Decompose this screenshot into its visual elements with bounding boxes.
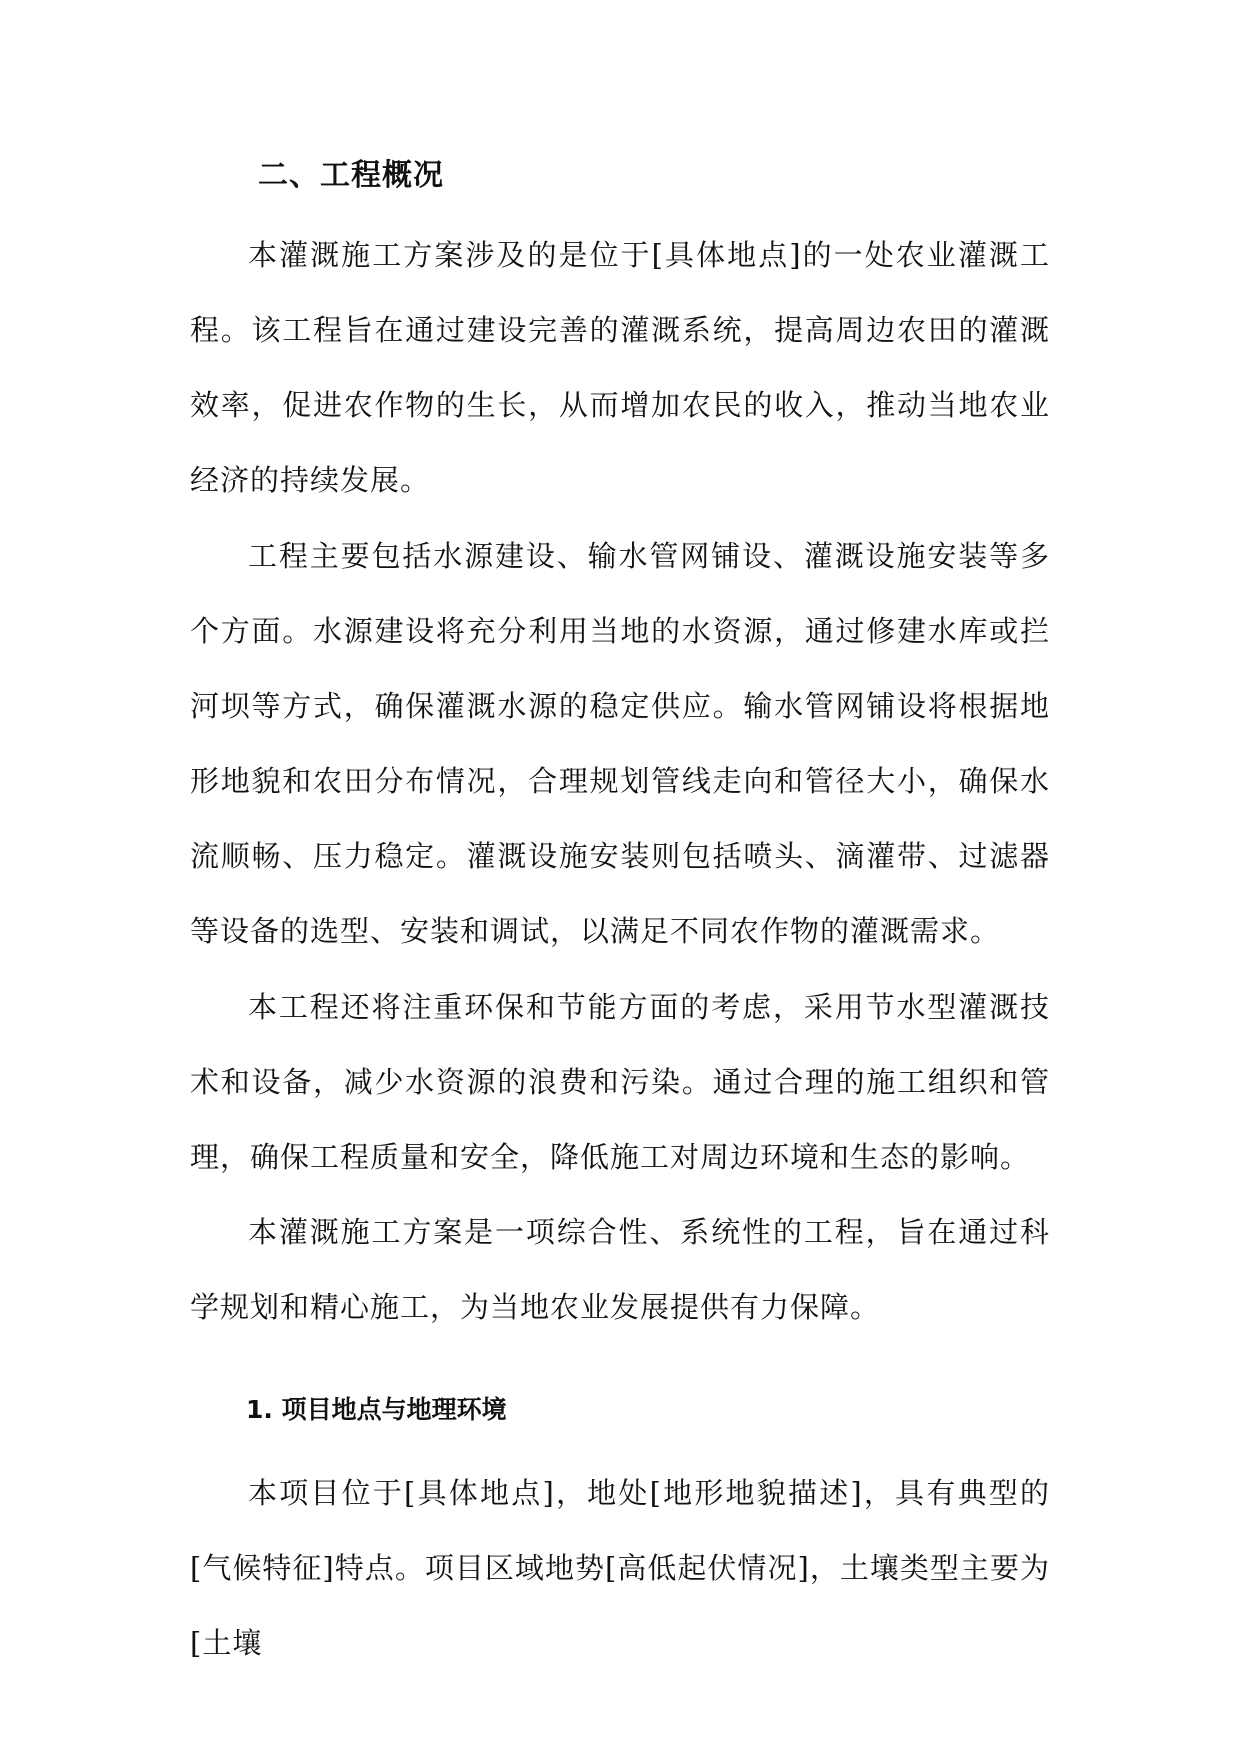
paragraph-text: 本灌溉施工方案是一项综合性、系统性的工程，旨在通过科学规划和精心施工，为当地农业发展提供有力保障。 — [190, 1215, 1050, 1324]
paragraph-1 — [190, 218, 1050, 518]
paragraph-5 — [190, 1456, 1050, 1681]
paragraph-2 — [190, 519, 1050, 969]
paragraph-4 — [190, 1195, 1050, 1345]
paragraph-3 — [190, 970, 1050, 1195]
paragraph-text: 本工程还将注重环保和节能方面的考虑，采用节水型灌溉技术和设备，减少水资源的浪费和污染。通过合理的施工组织和管理，确保工程质量和安全，降低施工对周边环境和生态的影响。 — [190, 990, 1050, 1174]
section-heading: 二、工程概况 — [258, 158, 444, 193]
paragraph-text: 本灌溉施工方案涉及的是位于[具体地点]的一处农业灌溉工程。该工程旨在通过建设完善的灌溉系统，提高周边农田的灌溉效率，促进农作物的生长，从而增加农民的收入，推动当地农业经济的持续发展。 — [190, 238, 1050, 497]
paragraph-text: 工程主要包括水源建设、输水管网铺设、灌溉设施安装等多个方面。水源建设将充分利用当地的水资源，通过修建水库或拦河坝等方式，确保灌溉水源的稳定供应。输水管网铺设将根据地形地貌和农田分布情况，合理规划管线走向和管径大小，确保水流顺畅、压力稳定。灌溉设施安装则包括喷头、滴灌带、过滤器等设备的选型、安装和调试，以满足不同农作物的灌溉需求。 — [190, 539, 1050, 948]
paragraph-text: 本项目位于[具体地点]，地处[地形地貌描述]，具有典型的[气候特征]特点。项目区域地势[高低起伏情况]，土壤类型主要为[土壤 — [190, 1476, 1050, 1660]
subsection-heading: 1. 项目地点与地理环境 — [246, 1395, 507, 1424]
